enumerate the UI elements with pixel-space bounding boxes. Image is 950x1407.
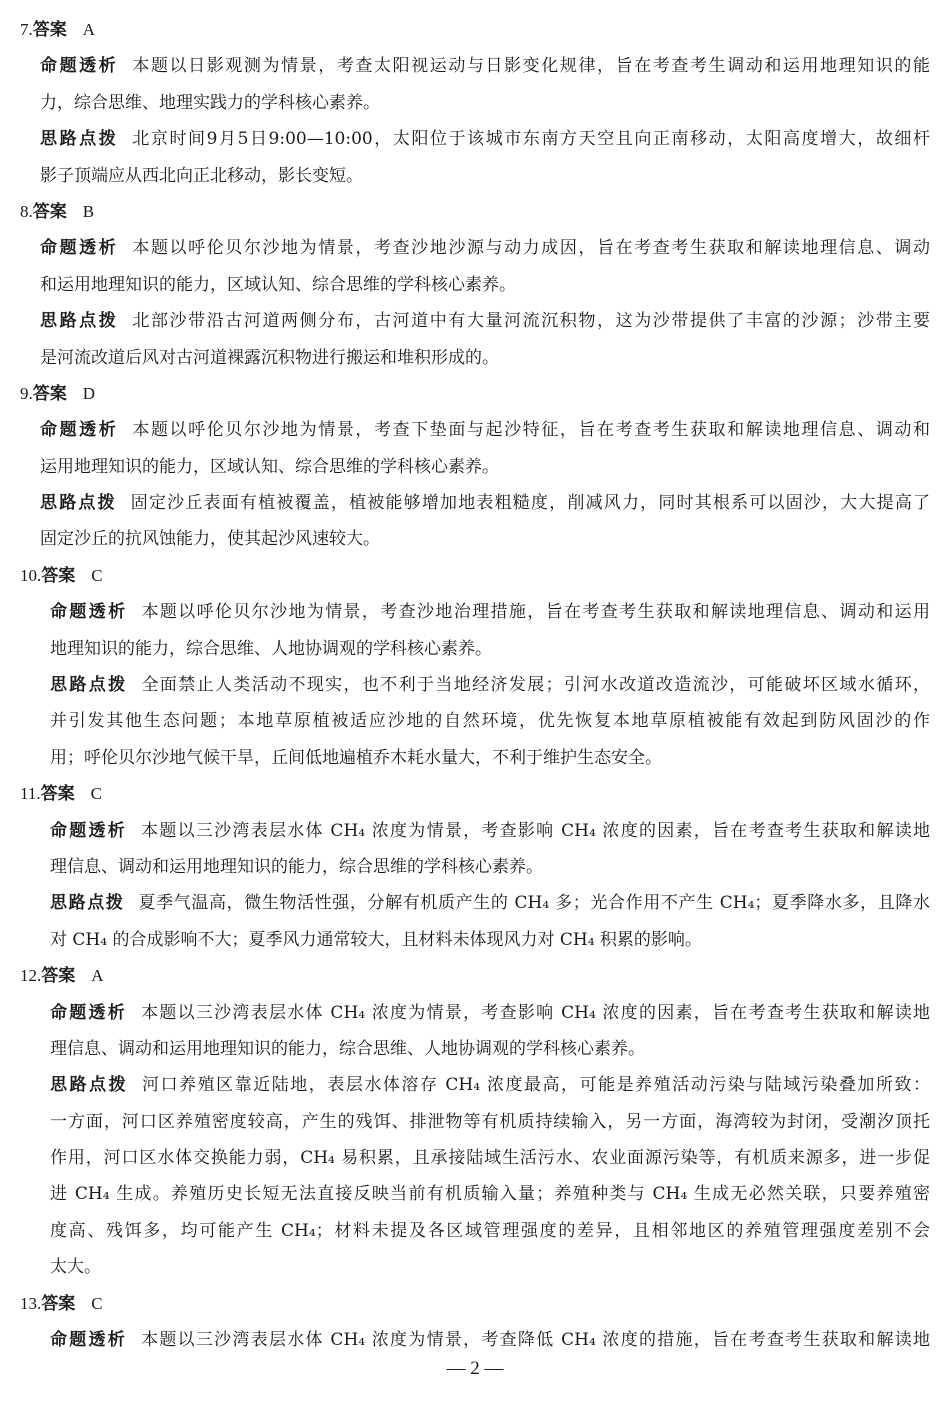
answer-value: B xyxy=(82,201,95,221)
section-label: 命题透析 xyxy=(50,602,128,623)
page-number: — 2 — xyxy=(446,1358,504,1379)
answer-row xyxy=(20,558,930,594)
section-label: 思路点拨 xyxy=(50,675,128,696)
line-text: 作用，河口区水体交换能力弱，CH₄ 易积累，且承接陆域生活污水、农业面源污染等，有机质来源多，进一步促 xyxy=(50,1148,930,1169)
text-line xyxy=(40,48,930,84)
text-line xyxy=(50,885,930,921)
answer-value: C xyxy=(91,1293,103,1313)
text-line xyxy=(40,85,930,121)
answer-row xyxy=(20,194,930,230)
line-text: 力，综合思维、地理实践力的学科核心素养。 xyxy=(40,92,380,113)
line-text: 和运用地理知识的能力，区域认知、综合思维的学科核心素养。 xyxy=(40,274,516,295)
line-text: 本题以三沙湾表层水体 CH₄ 浓度为情景，考查影响 CH₄ 浓度的因素，旨在考查考生获取和解读地 xyxy=(141,820,930,841)
line-text: 本题以三沙湾表层水体 CH₄ 浓度为情景，考查影响 CH₄ 浓度的因素，旨在考查考生获取和解读地 xyxy=(141,1002,930,1023)
line-text: 是河流改道后风对古河道裸露沉积物进行搬运和堆积形成的。 xyxy=(40,347,499,368)
line-text: 理信息、调动和运用地理知识的能力，综合思维的学科核心素养。 xyxy=(50,856,543,877)
line-text: 本题以呼伦贝尔沙地为情景，考查沙地沙源与动力成因，旨在考查考生获取和解读地理信息、调动 xyxy=(132,238,931,259)
answer-label: 答案 xyxy=(41,966,76,987)
line-text: 对 CH₄ 的合成影响不大；夏季风力通常较大，且材料未体现风力对 CH₄ 积累的影响。 xyxy=(50,929,702,950)
question-number: 9. xyxy=(20,383,33,403)
section-label: 命题透析 xyxy=(40,56,119,77)
text-line xyxy=(40,340,930,376)
section-label: 思路点拨 xyxy=(50,893,125,914)
line-text: 固定沙丘的抗风蚀能力，使其起沙风速较大。 xyxy=(40,529,380,550)
text-line xyxy=(50,1140,930,1176)
line-text: 一方面，河口区养殖密度较高，产生的残饵、排泄物等有机质持续输入，另一方面，海湾较为封闭，受潮汐顶托 xyxy=(50,1111,930,1132)
line-text: 本题以呼伦贝尔沙地为情景，考查沙地治理措施，旨在考查考生获取和解读地理信息、调动和运用 xyxy=(141,602,931,623)
section-label: 命题透析 xyxy=(50,1330,128,1351)
answer-value: C xyxy=(90,784,102,804)
answer-value: D xyxy=(82,383,96,403)
line-text: 地理知识的能力，综合思维、人地协调观的学科核心素养。 xyxy=(50,638,492,659)
question-number: 12. xyxy=(20,966,42,986)
text-line xyxy=(50,1031,930,1067)
line-text: 运用地理知识的能力，区域认知、综合思维的学科核心素养。 xyxy=(40,456,499,477)
text-line xyxy=(50,594,930,630)
text-line xyxy=(40,121,930,157)
question-number: 7. xyxy=(20,20,33,39)
question-number: 8. xyxy=(20,201,33,221)
answer-value: A xyxy=(91,966,104,986)
text-line xyxy=(40,267,930,303)
section-label: 命题透析 xyxy=(40,420,119,441)
line-text: 太大。 xyxy=(50,1257,101,1278)
answer-label: 答案 xyxy=(32,383,67,404)
text-line xyxy=(40,412,930,448)
line-text: 北京时间9月5日9:00—10:00，太阳位于该城市东南方天空且向正南移动，太阳高度增大，故细杆 xyxy=(132,129,931,150)
text-line xyxy=(50,1249,930,1285)
text-line xyxy=(40,485,930,521)
text-line xyxy=(50,922,930,958)
section-label: 命题透析 xyxy=(50,1002,128,1023)
section-label: 命题透析 xyxy=(40,238,119,259)
answer-row xyxy=(20,1286,930,1322)
line-text: 进 CH₄ 生成。养殖历史长短无法直接反映当前有机质输入量；养殖种类与 CH₄ 生成无必然关联，只要养殖密 xyxy=(50,1184,930,1205)
answer-row xyxy=(20,376,930,412)
line-text: 用；呼伦贝尔沙地气候干旱，丘间低地遍植乔木耗水量大，不利于维护生态安全。 xyxy=(50,747,662,768)
answer-row xyxy=(20,12,930,48)
text-line xyxy=(50,1067,930,1103)
line-text: 本题以日影观测为情景，考查太阳视运动与日影变化规律，旨在考查考生调动和运用地理知识的能 xyxy=(132,56,931,77)
line-text: 并引发其他生态问题；本地草原植被适应沙地的自然环境，优先恢复本地草原植被能有效起到防风固沙的作 xyxy=(50,711,930,732)
line-text: 理信息、调动和运用地理知识的能力，综合思维、人地协调观的学科核心素养。 xyxy=(50,1038,645,1059)
line-text: 本题以呼伦贝尔沙地为情景，考查下垫面与起沙特征，旨在考查考生获取和解读地理信息、调动和 xyxy=(132,420,931,441)
question-number: 11. xyxy=(20,784,41,804)
text-line xyxy=(50,703,930,739)
text-line xyxy=(50,849,930,885)
answer-row xyxy=(20,776,930,812)
line-text: 夏季气温高，微生物活性强，分解有机质产生的 CH₄ 多；光合作用不产生 CH₄；夏季降水多，且降水 xyxy=(138,893,930,914)
text-line xyxy=(40,230,930,266)
answer-label: 答案 xyxy=(32,20,67,40)
text-line xyxy=(40,158,930,194)
answer-value: A xyxy=(82,20,96,39)
text-line xyxy=(50,667,930,703)
line-text: 全面禁止人类活动不现实，也不利于当地经济发展；引河水改道改造流沙，可能破坏区域水循环， xyxy=(141,675,931,696)
text-line xyxy=(50,631,930,667)
line-text: 影子顶端应从西北向正北移动，影长变短。 xyxy=(40,165,363,186)
text-line xyxy=(50,1322,930,1358)
text-line xyxy=(50,995,930,1031)
section-label: 思路点拨 xyxy=(40,493,117,514)
section-label: 思路点拨 xyxy=(40,311,119,332)
line-text: 北部沙带沿古河道两侧分布，古河道中有大量河流沉积物，这为沙带提供了丰富的沙源；沙带主要 xyxy=(132,311,931,332)
answer-value: C xyxy=(91,565,103,585)
answer-row xyxy=(20,958,930,994)
line-text: 度高、残饵多，均可能产生 CH₄；材料未提及各区域管理强度的差异，且相邻地区的养殖管理强度差别不会 xyxy=(50,1220,930,1241)
answer-label: 答案 xyxy=(40,784,75,805)
text-line xyxy=(50,1104,930,1140)
text-line xyxy=(40,303,930,339)
section-label: 命题透析 xyxy=(50,820,128,841)
text-line xyxy=(50,1176,930,1212)
line-text: 本题以三沙湾表层水体 CH₄ 浓度为情景，考查降低 CH₄ 浓度的措施，旨在考查考生获取和解读地 xyxy=(141,1330,930,1351)
text-line xyxy=(50,813,930,849)
section-label: 思路点拨 xyxy=(40,129,119,150)
answer-label: 答案 xyxy=(32,201,67,222)
answer-label: 答案 xyxy=(41,565,76,586)
question-number: 13. xyxy=(20,1293,42,1313)
answer-label: 答案 xyxy=(41,1293,76,1314)
line-text: 河口养殖区靠近陆地，表层水体溶存 CH₄ 浓度最高，可能是养殖活动污染与陆域污染叠加所致： xyxy=(142,1075,930,1096)
text-line xyxy=(40,449,930,485)
line-text: 固定沙丘表面有植被覆盖，植被能够增加地表粗糙度，削减风力，同时其根系可以固沙，大大提高了 xyxy=(130,493,931,514)
text-line xyxy=(50,740,930,776)
text-line xyxy=(40,521,930,557)
question-number: 10. xyxy=(20,565,42,585)
section-label: 思路点拨 xyxy=(50,1075,129,1096)
text-line xyxy=(50,1213,930,1249)
